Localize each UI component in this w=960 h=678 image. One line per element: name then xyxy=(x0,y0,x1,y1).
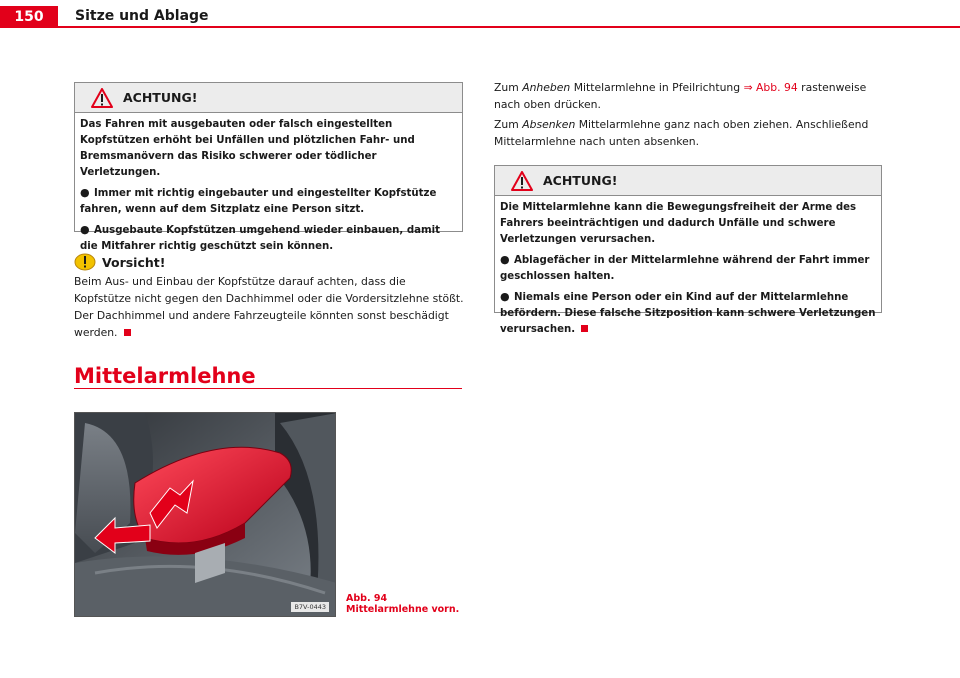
figure-reference-link[interactable]: Abb. 94 xyxy=(752,81,798,94)
chapter-title: Sitze und Ablage xyxy=(75,8,209,24)
caution-header xyxy=(74,253,165,271)
warning-header xyxy=(75,83,462,113)
reference-arrow-icon: ⇒ xyxy=(743,81,753,94)
bullet-icon: ● xyxy=(80,223,90,236)
warning-box-armrest xyxy=(494,165,882,335)
warning-bullet: ● Niemals eine Person oder ein Kind auf der Mittelarmlehne befördern. Diese falsche Sitzposition kann schwere Verletzungen verursachen. xyxy=(500,290,876,335)
header-rule xyxy=(58,26,960,28)
figure-caption: Abb. 94 Mittelarmlehne vorn. xyxy=(346,593,460,615)
figure-code: B7V-0443 xyxy=(291,602,329,612)
warning-triangle-icon xyxy=(91,88,113,108)
warning-intro: Die Mittelarmlehne kann die Bewegungsfreiheit der Arme des Fahrers beeinträchtigen und dadurch Unfälle und schwere Verletzungen verursachen. xyxy=(500,202,857,245)
warning-body xyxy=(75,113,462,263)
page-number: 150 xyxy=(0,6,58,28)
warning-title: ACHTUNG! xyxy=(123,90,198,105)
warning-box-headrest xyxy=(74,82,463,252)
warning-bullet: ● Ausgebaute Kopfstützen umgehend wieder einbauen, damit die Mitfahrer richtig geschützt sein können. xyxy=(80,223,440,252)
page-header xyxy=(0,0,960,28)
section-title: Mittelarmlehne xyxy=(74,364,256,388)
figure-armrest xyxy=(74,412,336,617)
bullet-icon: ● xyxy=(80,186,90,199)
warning-bullet: ● Immer mit richtig eingebauter und eingestellter Kopfstütze fahren, wenn auf dem Sitzplatz eine Person sitzt. xyxy=(80,186,437,215)
warning-bullet: ● Ablagefächer in der Mittelarmlehne während der Fahrt immer geschlossen halten. xyxy=(500,253,870,282)
caution-exclamation-icon xyxy=(74,253,96,271)
bullet-icon: ● xyxy=(500,253,510,266)
end-marker-icon xyxy=(124,329,131,336)
warning-intro: Das Fahren mit ausgebauten oder falsch eingestellten Kopfstützen erhöht bei Unfällen und plötzlichen Fahr- und Bremsmanövern das Risiko schwerer oder tödlicher Verletzungen. xyxy=(80,119,415,178)
armrest-illustration xyxy=(75,413,336,617)
bullet-icon: ● xyxy=(500,290,510,303)
warning-title: ACHTUNG! xyxy=(543,173,618,188)
section-rule xyxy=(74,388,462,389)
caution-title: Vorsicht! xyxy=(102,254,166,270)
caution-text: Beim Aus- und Einbau der Kopfstütze darauf achten, dass die Kopfstütze nicht gegen den Dachhimmel oder die Vordersitzlehne stößt. Der Dachhimmel und andere Fahrzeugteile könnten sonst beschädigt werden. xyxy=(74,275,464,339)
warning-triangle-icon xyxy=(511,171,533,191)
warning-header xyxy=(495,166,881,196)
lower-instructions: Zum Absenken Mittelarmlehne ganz nach oben ziehen. Anschließend Mittelarmlehne nach unten absenken. xyxy=(494,118,869,148)
raise-instructions: Zum Anheben Mittelarmlehne in Pfeilrichtung ⇒ Abb. 94 rastenweise nach oben drücken. xyxy=(494,81,867,111)
warning-body xyxy=(495,196,881,346)
end-marker-icon xyxy=(581,325,588,332)
